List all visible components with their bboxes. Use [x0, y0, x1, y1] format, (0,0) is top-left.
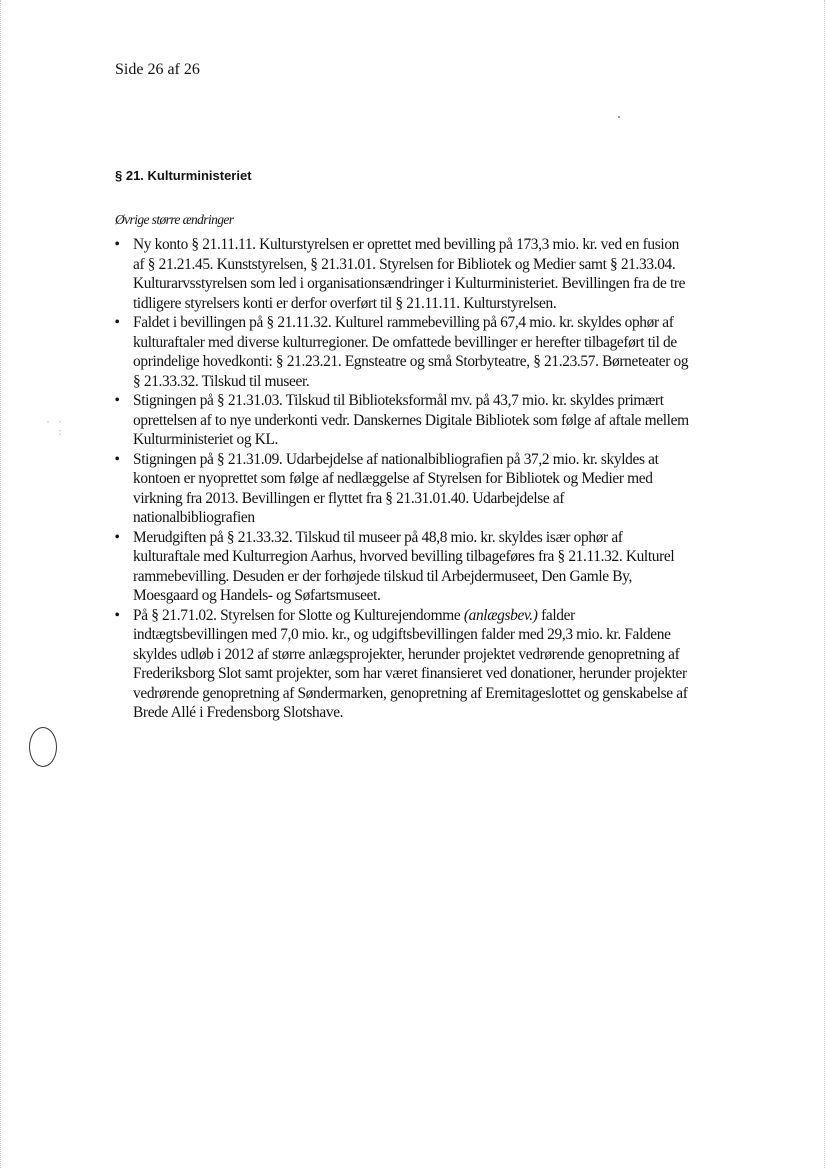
scan-dot — [618, 116, 620, 118]
list-item-text: Stigningen på § 21.31.09. Udarbejdelse af nationalbibliografien på 37,2 mio. kr. skyldes at kontoen er nyoprettet som følge af nedlæggelse af Styrelsen for Bibliotek og Medier med virkning fra 2013. Bevillingen er flyttet fra § 21.31.01.40. Udarbejdelse af nationalbibliografien — [133, 450, 659, 526]
bullet-list — [109, 235, 689, 723]
list-item-emphasis: (anlægsbev.) — [463, 606, 538, 624]
bullet-icon: • — [114, 392, 120, 409]
bullet-icon: • — [114, 314, 120, 331]
list-item — [109, 528, 689, 606]
list-item-text: Ny konto § 21.11.11. Kulturstyrelsen er oprettet med bevilling på 173,3 mio. kr. ved en fusion af § 21.21.45. Kunststyrelsen, § 21.31.01. Styrelsen for Bibliotek og Medier samt § 21.33.04. Kulturarvsstyrelsen som led i organisationsændringer i Kulturministeriet. Bevillingen fra de tre tidligere styrelsers konti er derfor overført til § 21.11.11. Kulturstyrelsen. — [133, 236, 686, 312]
scan-artifact: · · : — [45, 417, 64, 438]
subheading: Øvrige større ændringer — [115, 212, 234, 227]
list-item — [109, 606, 689, 723]
list-item-text-continued: falder indtægtsbevillingen med 7,0 mio. kr., og udgiftsbevillingen falder med 29,3 mio. kr. Faldene skyldes udløb i 2012 af større anlægsprojekter, herunder projektet vedrørende genopretning af Frederiksborg Slot samt projekter, som har været finansieret ved donationer, herunder projekter vedrørende genopretning af Søndermarken, genopretning af Eremitageslottet og genskabelse af Brede Allé i Fredensborg Slotshave. — [133, 606, 688, 721]
section-heading: § 21. Kulturministeriet — [115, 168, 252, 183]
bullet-icon: • — [114, 236, 120, 253]
list-item-text: På § 21.71.02. Styrelsen for Slotte og Kulturejendomme — [133, 606, 464, 624]
list-item-text: Stigningen på § 21.31.03. Tilskud til Biblioteksformål mv. på 43,7 mio. kr. skyldes primært oprettelsen af to nye underkonti vedr. Danskernes Digitale Bibliotek som følge af aftale mellem Kulturministeriet og KL. — [133, 392, 689, 448]
hole-punch-mark — [29, 727, 57, 767]
list-item-text: Merudgiften på § 21.33.32. Tilskud til museer på 48,8 mio. kr. skyldes især ophør af kulturaftale med Kulturregion Aarhus, hvorved bevilling tilbageføres fra § 21.11.32. Kulturel rammebevilling. Desuden er der forhøjede tilskud til Arbejdermuseet, Den Gamle By, Moesgaard og Handels- og Søfartsmuseet. — [133, 528, 675, 604]
list-item-text: Faldet i bevillingen på § 21.11.32. Kulturel rammebevilling på 67,4 mio. kr. skyldes ophør af kulturaftaler med diverse kulturregioner. De omfattede bevillinger er herefter tilbageført til de oprindelige hovedkonti: § 21.23.21. Egnsteatre og små Storbyteatre, § 21.23.57. Børneteater og § 21.33.32. Tilskud til museer. — [133, 314, 689, 390]
list-item — [109, 235, 689, 313]
list-item — [109, 391, 689, 450]
bullet-icon: • — [114, 450, 120, 468]
bullet-icon: • — [114, 528, 120, 546]
bullet-icon: • — [114, 606, 120, 624]
list-item — [109, 450, 689, 528]
page-number: Side 26 af 26 — [115, 61, 200, 78]
list-item — [109, 313, 689, 391]
